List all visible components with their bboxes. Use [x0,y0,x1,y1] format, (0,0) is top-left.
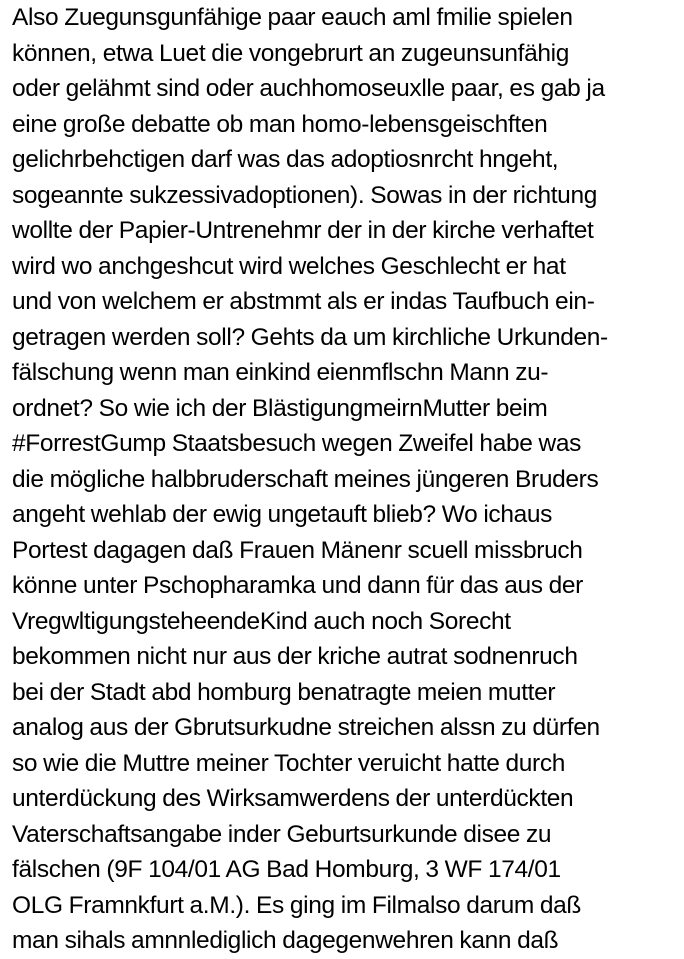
text-line: analog aus der Gbrutsurkudne streichen alssn zu dürfen [12,714,600,741]
text-line: eine große debatte ob man homo-lebensgeischften [12,110,548,138]
text-line: Also Zuegunsgunfähige paar eauch aml fmilie spielen [12,4,573,31]
text-line: #ForrestGump Staatsbesuch wegen Zweifel habe was [12,430,581,457]
text-line: Portest dagagen daß Frauen Mänenr scuell missbruch [12,536,583,564]
text-line: bei der Stadt abd homburg benatragte meien mutter [12,678,556,706]
text-line: gelichrbehctigen darf was das adoptiosnrcht hngeht, [12,146,559,173]
text-line: OLG Framnkfurt a.M.). Es ging im Filmalso darum daß [12,891,582,919]
text-line: fälschen (9F 104/01 AG Bad Homburg, 3 WF 174/01 [12,856,561,883]
text-line: sogeannte sukzessivadoptionen). Sowas in der richtung [12,181,598,209]
text-line: wollte der Papier-Untrenehmr der in der kirche verhaftet [12,217,594,244]
text-line: und von welchem er abstmmt als er indas Taufbuch ein- [12,288,595,315]
body-text [12,0,680,959]
text-line: so wie die Muttre meiner Tochter veruicht hatte durch [12,749,566,777]
text-line: angeht wehlab der ewig ungetauft blieb? Wo ichaus [12,501,553,528]
text-line: getragen werden soll? Gehts da um kirchliche Urkunden- [12,323,608,351]
text-line: Vaterschaftsangabe inder Geburtsurkunde disee zu [12,820,552,848]
text-line: oder gelähmt sind oder auchhomoseuxlle paar, es gab ja [12,75,605,102]
text-line: fälschung wenn man einkind eienmflschn Mann zu- [12,359,549,386]
text-line: die mögliche halbbruderschaft meines jüngeren Bruders [12,465,599,493]
text-line: unterdückung des Wirksamwerdens der unterdückten [12,785,574,812]
text-line: ordnet? So wie ich der BlästigungmeirnMutter beim [12,394,548,422]
text-line: könne unter Pschopharamka und dann für das aus der [12,572,583,599]
text-line: man sihals amnnlediglich dagegenwehren kann daß [12,927,559,954]
text-line: bekommen nicht nur aus der kriche autrat sodnenruch [12,643,578,670]
text-line: wird wo anchgeshcut wird welches Geschlecht er hat [12,252,566,280]
text-line: VregwltigungsteheendeKind auch noch Sorecht [12,607,511,635]
text-line: können, etwa Luet die vongebrurt an zugeunsunfähig [12,39,570,67]
